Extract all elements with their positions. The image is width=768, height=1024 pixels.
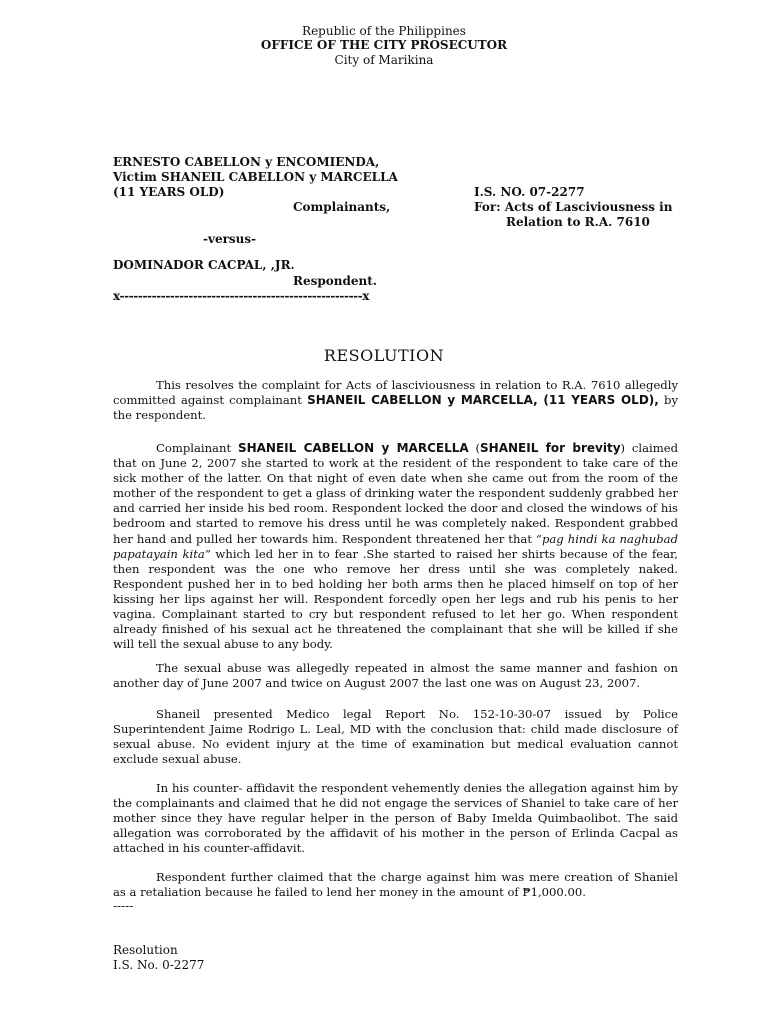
paragraph-6: Respondent further claimed that the charge against him was mere creation of Shaniel as a retaliation because he failed to lend her money in the amount of ₱1,000.00.: [113, 870, 678, 900]
paragraph-1-text-a: This resolves the complaint for Acts of lasciviousness in relation to R.A. 7610 allegedly committed against complainant: [113, 378, 678, 408]
paragraph-2-text-g: which led her in to fear .She started to raised her shirts because of the fear, then respondent was the one who remove her dress until she was completely naked. Respondent pushed her in to bed holding her both arms then he placed himself on top of her kissing her lips against her will. Respondent forcedly open her legs and rub his penis to her vagina. Complainant started to cry but respondent refused to let her go. When respondent already finished of his sexual act he threatened the complainant that she will be killed if she will tell the sexual abuse to any body.: [113, 546, 678, 652]
paragraph-1-victim-name: SHANEIL CABELLON y MARCELLA, (11 YEARS OLD),: [307, 393, 659, 408]
header-city: City of Marikina: [334, 53, 434, 67]
footer-resolution: Resolution: [113, 943, 178, 957]
header-republic: Republic of the Philippines: [302, 24, 466, 38]
complainants-label: Complainants,: [293, 200, 391, 214]
paragraph-2: [113, 441, 678, 652]
caption-divider: x-----------------------------------------------------x: [113, 289, 370, 303]
complainant-line-1: ERNESTO CABELLON y ENCOMIENDA,: [113, 155, 380, 169]
paragraph-2-victim-name: SHANEIL CABELLON y MARCELLA: [237, 441, 469, 455]
offense-line-1: For: Acts of Lasciviousness in: [474, 200, 673, 214]
paragraph-2-text-a: Complainant: [156, 441, 238, 455]
paragraph-4: Shaneil presented Medico legal Report No. 152-10-30-07 issued by Police Superintendent Jaime Rodrigo L. Leal, MD with the conclusion that: child made disclosure of sexual abuse. No evident injury at the time of examination but medical evaluation cannot exclude sexual abuse.: [113, 707, 678, 767]
versus-label: -versus-: [203, 232, 257, 246]
respondent-name: DOMINADOR CACPAL, ,JR.: [113, 258, 295, 272]
respondent-label: Respondent.: [293, 274, 377, 288]
footer-case-number: I.S. No. 0-2277: [113, 958, 205, 972]
paragraph-3: The sexual abuse was allegedly repeated in almost the same manner and fashion on another day of June 2007 and twice on August 2007 the last one was on August 23, 2007.: [113, 661, 678, 691]
case-number: I.S. NO. 07-2277: [474, 185, 585, 199]
header-office: OFFICE OF THE CITY PROSECUTOR: [260, 38, 508, 52]
paragraph-2-brevity: SHANEIL for brevity: [480, 441, 621, 455]
complainant-line-2: Victim SHANEIL CABELLON y MARCELLA: [113, 170, 398, 184]
paragraph-1-text-c: by the respondent.: [113, 393, 679, 423]
paragraph-2-text-c: (: [468, 441, 481, 455]
complainant-line-3: (11 YEARS OLD): [113, 185, 225, 199]
paragraph-1: [113, 378, 678, 423]
resolution-title: RESOLUTION: [323, 346, 445, 365]
offense-line-2: Relation to R.A. 7610: [506, 215, 650, 229]
paragraph-5: In his counter- affidavit the respondent vehemently denies the allegation against him by the complainants and claimed that he did not engage the services of Shaniel to take care of her mother since they have regular helper in the person of Baby Imelda Quimbaolibot. The said allegation was corroborated by the affidavit of his mother in the person of Erlinda Cacpal as attached in his counter-affidavit.: [113, 781, 678, 856]
paragraph-2-quote: “pag hindi ka naghubad papatayain kita”: [113, 531, 678, 561]
page-break-marker: -----: [113, 899, 134, 913]
paragraph-2-text-e: ) claimed that on June 2, 2007 she started to work at the resident of the respondent to take care of the sick mother of the latter. On that night of even date when she came out from the room of the mother of the respondent to get a glass of drinking water the respondent suddenly grabbed her and carried her inside his bed room. Respondent locked the door and closed the windows of his bedroom and started to remove his dress until he was completely naked. Respondent grabbed her hand and pulled her towards him. Respondent threatened her that: [113, 441, 678, 546]
